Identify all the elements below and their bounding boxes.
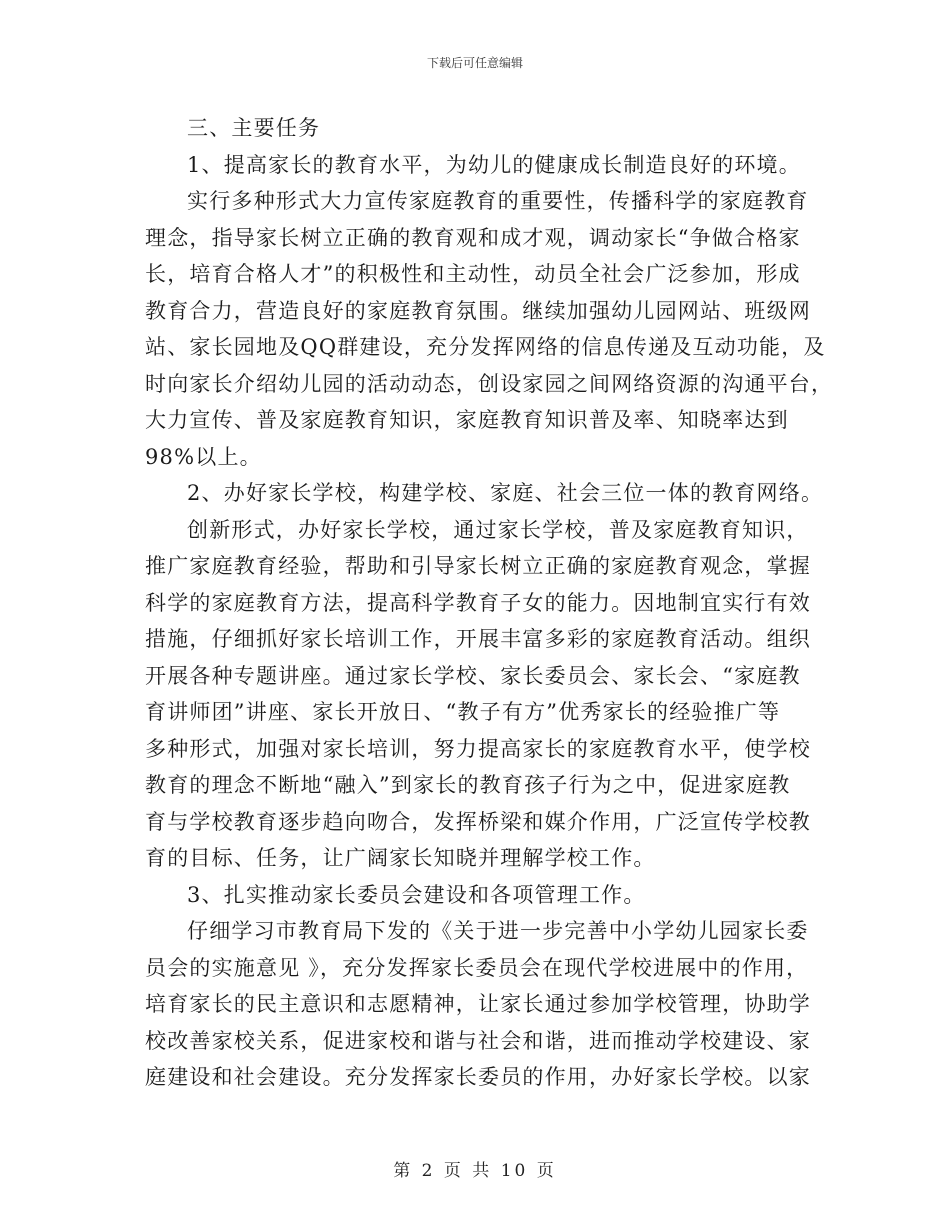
- text-line: 推广家庭教育经验，帮助和引导家长树立正确的家庭教育观念，掌握: [145, 554, 811, 578]
- text-line: 大力宣传、普及家庭教育知识，家庭教育知识普及率、知晓率达到: [145, 408, 789, 432]
- text-line: 创新形式，办好家长学校，通过家长学校，普及家庭教育知识，: [187, 517, 809, 542]
- text-line: 科学的家庭教育方法，提高科学教育子女的能力。因地制宜实行有效: [145, 590, 811, 615]
- page-header-note: 下载后可任意编辑: [426, 56, 523, 70]
- text-line: 措施，仔细抓好家长培训工作，开展丰富多彩的家庭教育活动。组织: [145, 627, 811, 651]
- text-line: 教育的理念不断地“融入”到家长的教育孩子行为之中，促进家庭教: [145, 773, 791, 797]
- text-line: 多种形式，加强对家长培训，努力提高家长的家庭教育水平，使学校: [145, 736, 811, 761]
- text-line: 时向家长介绍幼儿园的活动动态，创设家园之间网络资源的沟通平台，: [145, 371, 834, 396]
- page-number-footer: 第 2 页 共 10 页: [393, 1161, 557, 1181]
- text-line: 育讲师团”讲座、家长开放日、“教子有方”优秀家长的经验推广等: [145, 700, 781, 724]
- document-body: [145, 110, 834, 1096]
- text-line: 理念，指导家长树立正确的教育观和成才观，调动家长“争做合格家: [145, 225, 801, 250]
- text-line: 1、提高家长的教育水平，为幼儿的健康成长制造良好的环境。: [187, 152, 801, 177]
- text-line: 站、家长园地及QQ群建设，充分发挥网络的信息传递及互动功能，及: [145, 335, 826, 359]
- text-line: 员会的实施意见 》，充分发挥家长委员会在现代学校进展中的作用，: [145, 955, 809, 980]
- text-line: 实行多种形式大力宣传家庭教育的重要性，传播科学的家庭教育: [187, 189, 809, 213]
- text-line: 庭建设和社会建设。充分发挥家长委员的作用，办好家长学校。以家: [145, 1065, 811, 1089]
- text-line: 仔细学习市教育局下发的《关于进一步完善中小学幼儿园家长委: [187, 919, 809, 943]
- text-line: 教育合力，营造良好的家庭教育氛围。继续加强幼儿园网站、班级网: [145, 298, 811, 323]
- text-line: 育与学校教育逐步趋向吻合，发挥桥梁和媒介作用，广泛宣传学校教: [145, 809, 811, 834]
- text-line: 开展各种专题讲座。通过家长学校、家长委员会、家长会、“家庭教: [145, 663, 801, 688]
- text-line: 三、主要任务: [187, 116, 321, 140]
- text-line: 培育家长的民主意识和志愿精神，让家长通过参加学校管理，协助学: [145, 992, 811, 1016]
- text-line: 3、扎实推动家长委员会建设和各项管理工作。: [187, 882, 646, 907]
- text-line: 98%以上。: [145, 444, 262, 469]
- text-line: 校改善家校关系，促进家校和谐与社会和谐，进而推动学校建设、家: [145, 1028, 811, 1053]
- text-line: 2、办好家长学校，构建学校、家庭、社会三位一体的教育网络。: [187, 481, 824, 505]
- text-line: 长，培育合格人才”的积极性和主动性，动员全社会广泛参加，形成: [145, 262, 801, 286]
- text-line: 育的目标、任务，让广阔家长知晓并理解学校工作。: [145, 846, 656, 870]
